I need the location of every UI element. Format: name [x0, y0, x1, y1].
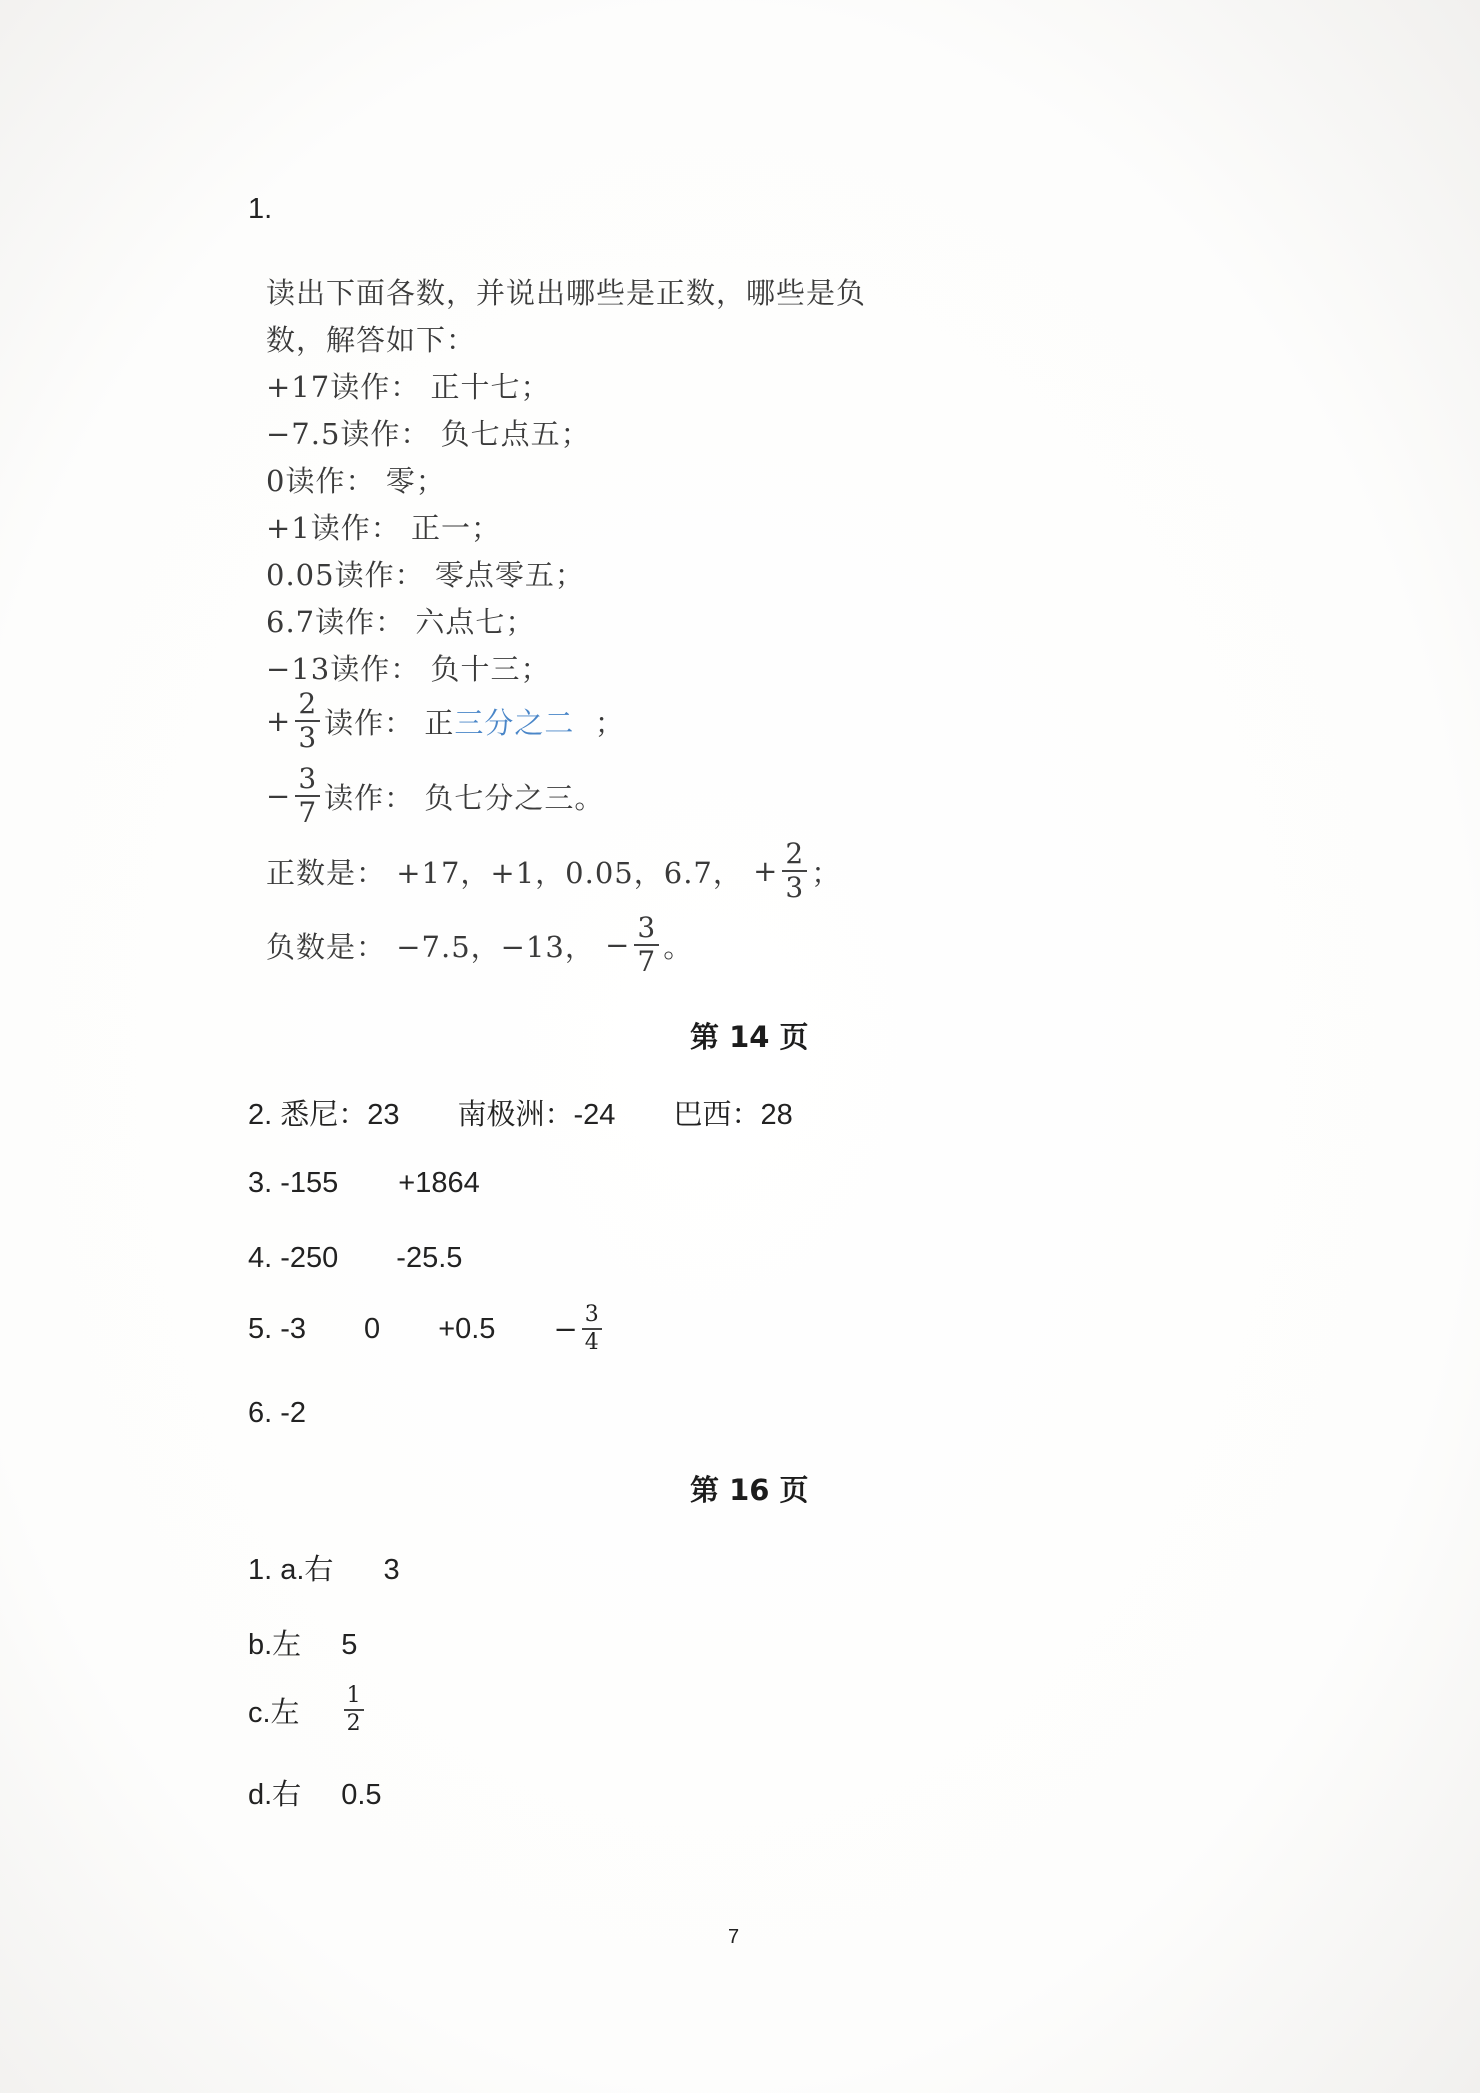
reading-line: −7.5读作： 负七点五； — [266, 417, 591, 451]
fraction: $\frac{2}{3}$ — [295, 690, 320, 752]
highlighted-answer: 三分之二 — [454, 705, 575, 740]
reading-line: +17读作： 正十七； — [266, 370, 551, 404]
answer-5: 5. -3 0 +0.5 − $\frac{3}{4}$ — [248, 1304, 606, 1354]
fraction: $\frac{2}{3}$ — [782, 840, 807, 902]
answer-1a: 1. a.右 3 — [248, 1554, 400, 1586]
page-number: 7 — [728, 1926, 740, 1948]
answer-1b: b.左 5 — [248, 1629, 358, 1661]
fraction-reading-line: − $\frac{3}{7}$ 读作： 负七分之三。 — [266, 762, 605, 829]
answer-4: 4. -250 -25.5 — [248, 1242, 463, 1274]
reading-line: 6.7读作： 六点七； — [266, 605, 536, 639]
reading-line: −13读作： 负十三； — [266, 652, 551, 686]
answer-1d: d.右 0.5 — [248, 1779, 382, 1811]
q1-intro-line2: 数，解答如下： — [266, 323, 477, 357]
section-heading-page-16: 第 16 页 — [690, 1473, 809, 1507]
section-heading-page-14: 第 14 页 — [690, 1020, 809, 1054]
reading-line: +1读作： 正一； — [266, 511, 501, 545]
answer-2: 2. 悉尼：23 南极洲：-24 巴西：28 — [248, 1099, 793, 1131]
negatives-line: 负数是： −7.5，−13， − $\frac{3}{7}$ 。 — [266, 911, 694, 978]
fraction: $\frac{3}{7}$ — [295, 765, 320, 827]
q1-intro-line1: 读出下面各数，并说出哪些是正数，哪些是负 — [266, 276, 867, 310]
answer-3: 3. -155 +1864 — [248, 1167, 480, 1199]
fraction: $\frac{1}{2}$ — [344, 1685, 364, 1735]
positives-line: 正数是： +17，+1，0.05，6.7， + $\frac{2}{3}$ ； — [266, 837, 842, 904]
answer-1c: c.左 $\frac{1}{2}$ — [248, 1685, 368, 1735]
fraction: $\frac{3}{7}$ — [634, 914, 659, 976]
reading-line: 0读作： 零； — [266, 464, 446, 498]
reading-line: 0.05读作： 零点零五； — [266, 558, 585, 592]
fraction: $\frac{3}{4}$ — [582, 1304, 602, 1354]
answer-6: 6. -2 — [248, 1397, 307, 1429]
q1-number: 1. — [248, 193, 273, 225]
fraction-reading-line: + $\frac{2}{3}$ 读作： 正 三分之二 ； — [266, 687, 625, 754]
